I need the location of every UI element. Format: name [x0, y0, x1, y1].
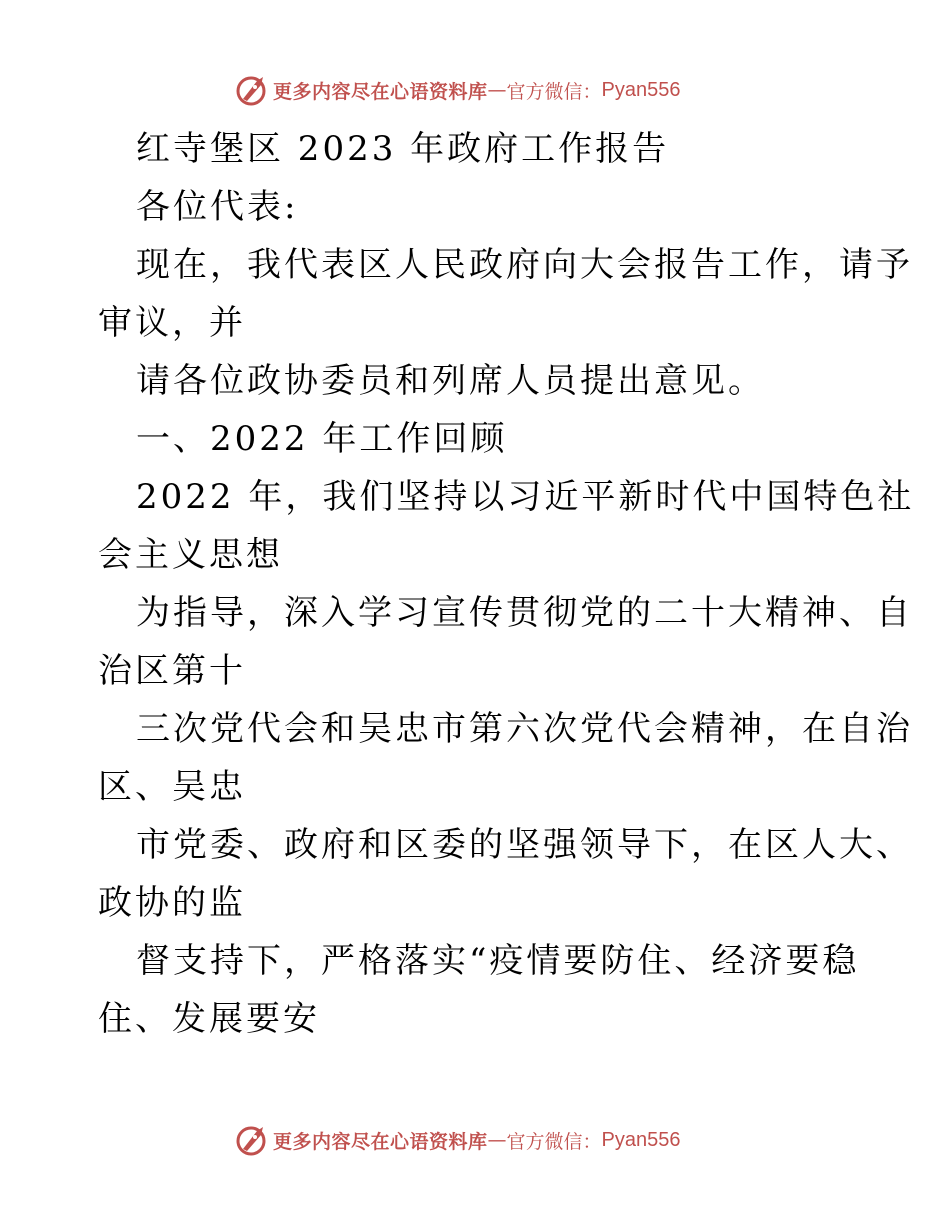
watermark-dash: —	[487, 1129, 507, 1151]
salutation: 各位代表:	[136, 187, 299, 227]
watermark-wechat-id: Pyan556	[601, 1128, 681, 1151]
watermark-wechat-id: Pyan556	[601, 78, 681, 101]
pen-nib-logo-icon	[235, 1123, 269, 1157]
document-body	[98, 124, 915, 1052]
watermark-footer	[235, 1123, 681, 1157]
watermark-header	[235, 73, 681, 107]
paragraph-line: 政协的监	[98, 883, 246, 923]
paragraph-line: 审议，并	[98, 303, 246, 343]
section-heading: 一、2022 年工作回顾	[136, 419, 508, 459]
paragraph-line: 现在，我代表区人民政府向大会报告工作，请予	[136, 245, 913, 285]
watermark-wechat-label: 官方微信：	[506, 1130, 602, 1153]
watermark-main-text: 更多内容尽在心语资料库	[273, 1130, 488, 1153]
watermark-wechat-label: 官方微信：	[506, 80, 602, 103]
paragraph-line: 督支持下，严格落实“疫情要防住、经济要稳	[136, 941, 860, 981]
paragraph-line: 市党委、政府和区委的坚强领导下，在区人大、	[136, 825, 913, 865]
document-title: 红寺堡区 2023 年政府工作报告	[136, 129, 670, 169]
watermark-main-text: 更多内容尽在心语资料库	[273, 80, 488, 103]
paragraph-line: 会主义思想	[98, 535, 283, 575]
paragraph-line: 住、发展要安	[98, 999, 320, 1039]
paragraph-line: 2022 年，我们坚持以习近平新时代中国特色社	[136, 477, 915, 517]
paragraph-line: 区、吴忠	[98, 767, 246, 807]
watermark-dash: —	[487, 79, 507, 101]
pen-nib-logo-icon	[235, 73, 269, 107]
paragraph-line: 请各位政协委员和列席人员提出意见。	[136, 361, 765, 401]
paragraph-line: 为指导，深入学习宣传贯彻党的二十大精神、自	[136, 593, 913, 633]
paragraph-line: 治区第十	[98, 651, 246, 691]
paragraph-line: 三次党代会和吴忠市第六次党代会精神，在自治	[136, 709, 913, 749]
